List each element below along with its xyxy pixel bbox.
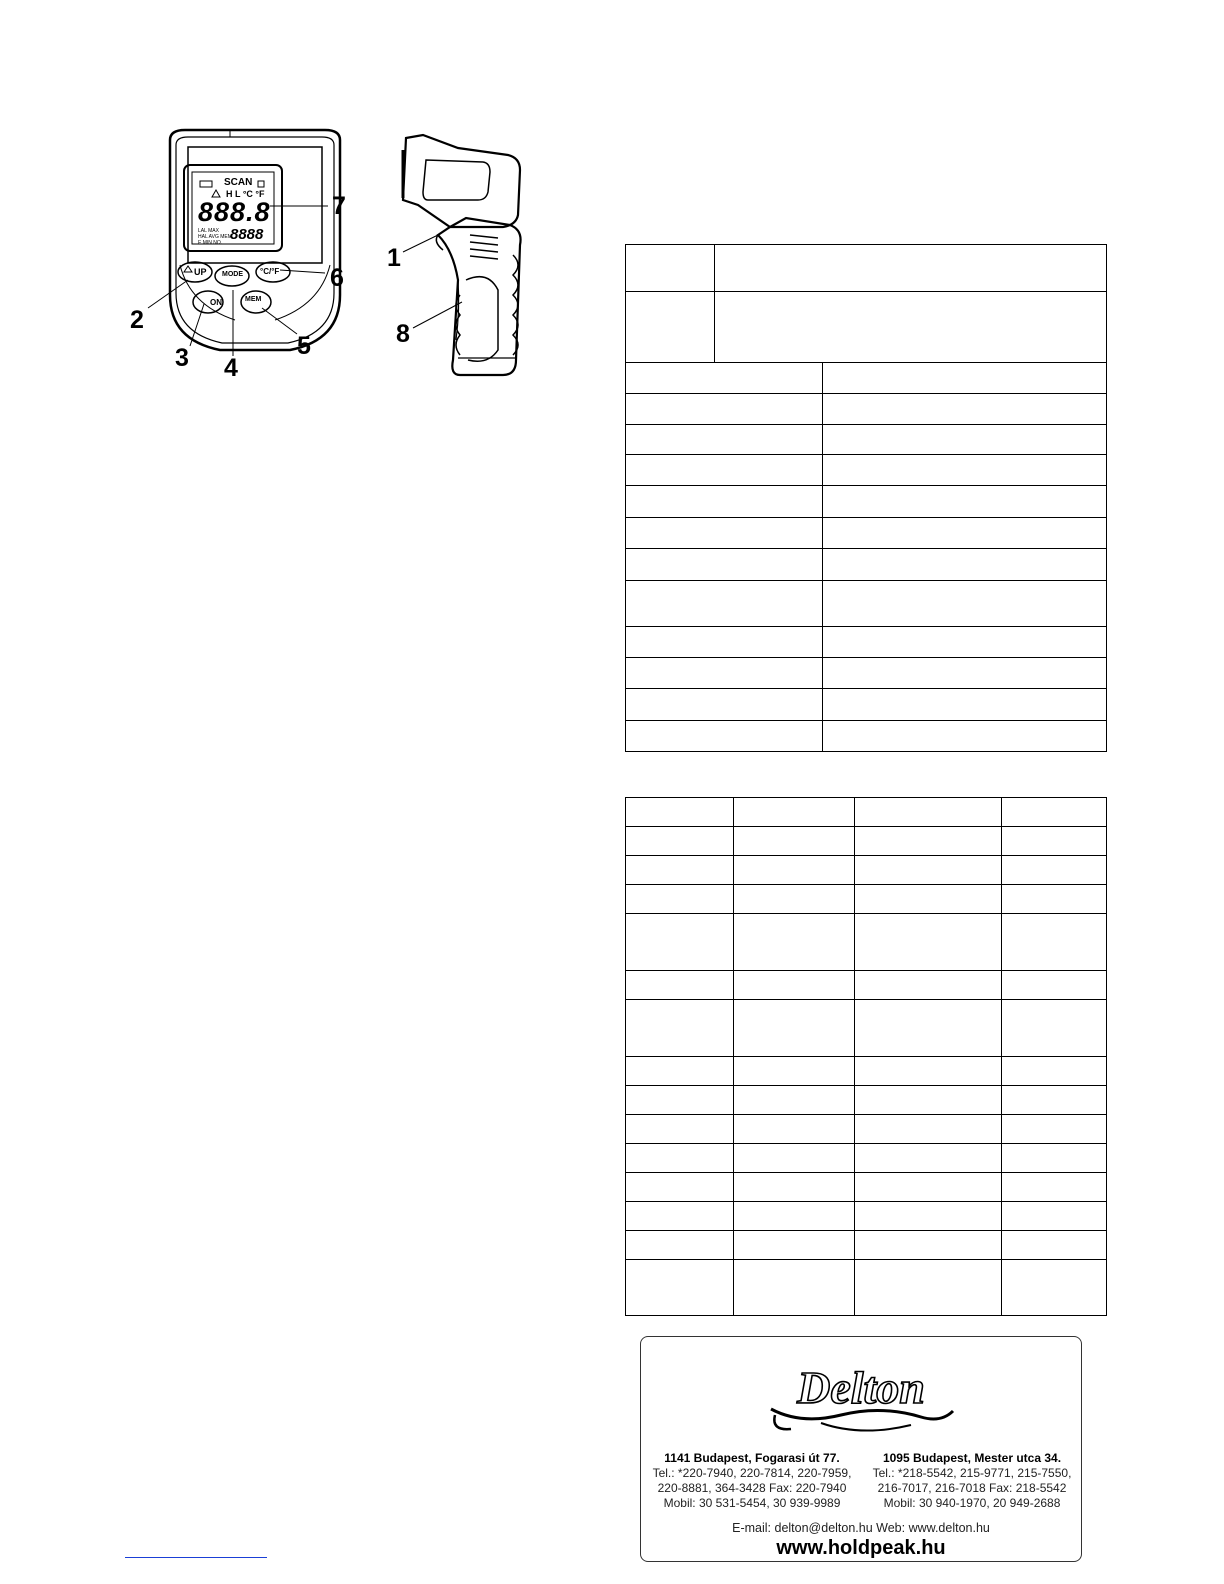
table-row [626, 1202, 1107, 1231]
table-row [626, 1057, 1107, 1086]
lcd-main-digits: 888.8 [198, 197, 271, 227]
up-button-label: UP [194, 267, 207, 277]
table-row [626, 292, 1107, 363]
table-row [626, 245, 1107, 292]
spec-table [625, 244, 1107, 752]
table-row [626, 1173, 1107, 1202]
logo-wordmark: Delton [797, 1362, 925, 1413]
device-side-view [398, 130, 528, 380]
table-row [626, 518, 1107, 549]
table-row [626, 856, 1107, 885]
lcd-sub-digits: 8888 [230, 226, 264, 243]
table-row [626, 425, 1107, 455]
address-left-line2: Tel.: *220-7940, 220-7814, 220-7959, [652, 1466, 852, 1480]
address-right [863, 1451, 1081, 1511]
table-row [626, 885, 1107, 914]
table-row [626, 971, 1107, 1000]
table-row [626, 455, 1107, 486]
on-button-label: ON [210, 298, 222, 307]
address-right-line4: Mobil: 30 940-1970, 20 949-2688 [883, 1496, 1061, 1510]
address-right-line3: 216-7017, 216-7018 Fax: 218-5542 [877, 1481, 1067, 1495]
delton-logo [761, 1345, 961, 1441]
table-row [626, 1000, 1107, 1057]
table-row [626, 721, 1107, 752]
table-row [626, 363, 1107, 394]
address-left-line3: 220-8881, 364-3428 Fax: 220-7940 [657, 1481, 847, 1495]
callout-1: 1 [387, 244, 401, 272]
address-left-line1: 1141 Budapest, Fogarasi út 77. [664, 1451, 840, 1465]
contact-line[interactable]: E-mail: delton@delton.hu Web: www.delton.hu [732, 1521, 990, 1535]
mem-button-label: MEM [245, 296, 262, 303]
lcd-scan-label: SCAN [224, 177, 253, 188]
website-link[interactable]: www.holdpeak.hu [776, 1537, 946, 1559]
callout-5: 5 [297, 332, 311, 360]
callout-3: 3 [175, 344, 189, 372]
callout-4: 4 [224, 354, 238, 382]
table-row [626, 1086, 1107, 1115]
range-table [625, 797, 1107, 1316]
table-row [626, 658, 1107, 689]
lcd-mode-label-1: LAL MAX [198, 228, 219, 234]
callout-7: 7 [332, 192, 346, 220]
callout-2: 2 [130, 306, 144, 334]
table-row [626, 486, 1107, 518]
callout-6: 6 [330, 264, 344, 292]
table-row [626, 914, 1107, 971]
table-row [626, 581, 1107, 627]
address-left-line4: Mobil: 30 531-5454, 30 939-9989 [663, 1496, 841, 1510]
address-left [643, 1451, 861, 1511]
table-row [626, 1260, 1107, 1316]
address-right-line2: Tel.: *218-5542, 215-9771, 215-7550, [872, 1466, 1072, 1480]
table-row [626, 798, 1107, 827]
lcd-mode-label-3: E MIN NO. [198, 240, 223, 246]
table-row [626, 827, 1107, 856]
table-row [626, 394, 1107, 425]
lcd-indicators: H L °C °F [226, 189, 265, 199]
lcd-mode-label-2: HAL AVG MEM [198, 234, 232, 240]
address-right-line1: 1095 Budapest, Mester utca 34. [882, 1451, 1062, 1465]
table-row [626, 549, 1107, 581]
callout-8: 8 [396, 320, 410, 348]
table-row [626, 627, 1107, 658]
mode-button-label: MODE [222, 271, 243, 278]
unit-button-label: °C/°F [260, 267, 280, 276]
delton-contact-card [640, 1336, 1082, 1562]
table-row [626, 1144, 1107, 1173]
hyperlink-underline[interactable] [125, 1557, 267, 1558]
table-row [626, 1115, 1107, 1144]
table-row [626, 689, 1107, 721]
table-row [626, 1231, 1107, 1260]
